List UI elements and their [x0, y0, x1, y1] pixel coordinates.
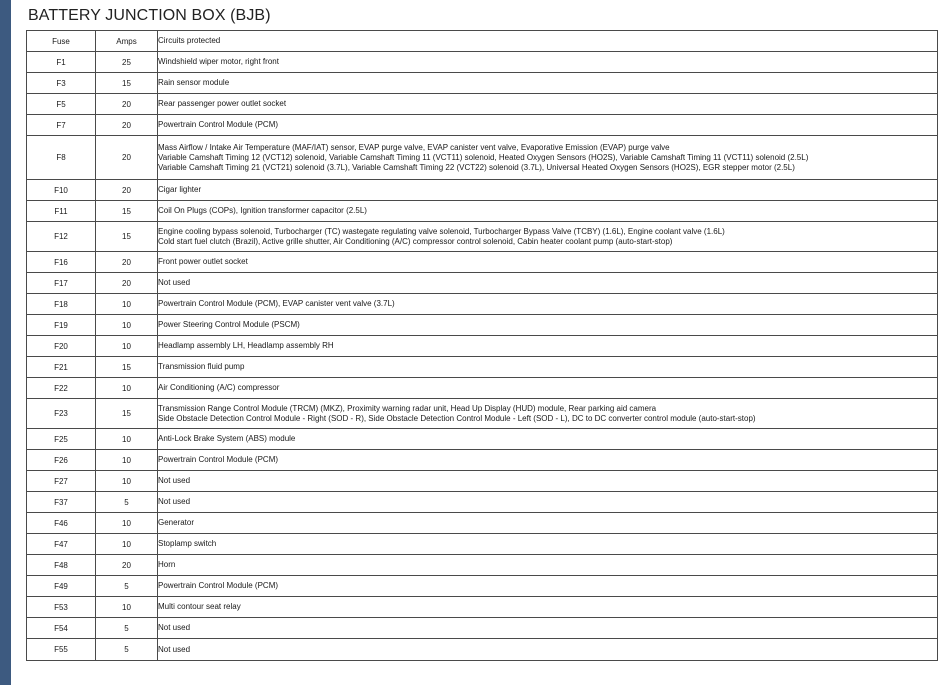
circuits-cell [158, 597, 938, 618]
amps-cell: 10 [96, 597, 158, 618]
amps-cell: 5 [96, 618, 158, 639]
table-row [27, 555, 938, 576]
circuits-cell [158, 357, 938, 378]
circuits-cell [158, 294, 938, 315]
fuse-cell: F19 [27, 315, 96, 336]
circuit-line: Not used [158, 644, 191, 654]
amps-cell: 10 [96, 294, 158, 315]
circuit-line: Transmission fluid pump [158, 362, 245, 371]
table-row [27, 471, 938, 492]
circuit-line: Cigar lighter [158, 185, 202, 194]
amps-cell: 15 [96, 399, 158, 429]
circuits-cell [158, 534, 938, 555]
fuse-cell: F11 [27, 201, 96, 222]
fuse-cell: F1 [27, 52, 96, 73]
header-fuse: Fuse [27, 31, 96, 52]
table-row [27, 52, 938, 73]
fuse-cell: F22 [27, 378, 96, 399]
amps-cell: 10 [96, 315, 158, 336]
amps-cell: 20 [96, 180, 158, 201]
circuit-line: Powertrain Control Module (PCM) [158, 455, 279, 464]
table-row [27, 513, 938, 534]
fuse-cell: F27 [27, 471, 96, 492]
circuits-cell [158, 52, 938, 73]
fuse-cell: F26 [27, 450, 96, 471]
circuits-cell [158, 399, 938, 429]
circuit-line: Coil On Plugs (COPs), Ignition transformer capacitor (2.5L) [158, 206, 367, 215]
circuit-line: Not used [158, 497, 191, 506]
circuits-cell [158, 513, 938, 534]
circuit-line: Powertrain Control Module (PCM) [158, 120, 279, 129]
circuit-line: Horn [158, 560, 176, 569]
fuse-cell: F7 [27, 115, 96, 136]
amps-cell: 10 [96, 534, 158, 555]
table-row [27, 115, 938, 136]
circuits-cell [158, 201, 938, 222]
table-row [27, 534, 938, 555]
fuse-cell: F48 [27, 555, 96, 576]
circuit-line: Powertrain Control Module (PCM), EVAP canister vent valve (3.7L) [158, 299, 395, 308]
amps-cell: 10 [96, 471, 158, 492]
fuse-cell: F46 [27, 513, 96, 534]
fuse-cell: F54 [27, 618, 96, 639]
amps-cell: 20 [96, 136, 158, 180]
table-row [27, 136, 938, 180]
circuits-cell [158, 315, 938, 336]
circuits-cell [158, 180, 938, 201]
table-row [27, 73, 938, 94]
circuit-line: Rear passenger power outlet socket [158, 99, 287, 108]
table-row [27, 399, 938, 429]
circuit-line: Transmission Range Control Module (TRCM) (MKZ), Proximity warning radar unit, Head Up Display (HUD) module, Rear parking aid camera [158, 403, 657, 413]
circuit-line: Anti-Lock Brake System (ABS) module [158, 434, 296, 443]
circuit-line: Not used [158, 476, 191, 485]
circuits-cell [158, 618, 938, 639]
amps-cell: 10 [96, 513, 158, 534]
fuse-cell: F8 [27, 136, 96, 180]
table-row [27, 201, 938, 222]
circuit-line: Cold start fuel clutch (Brazil), Active grille shutter, Air Conditioning (A/C) compressor control solenoid, Cabin heater coolant pump (auto-start-stop) [158, 236, 673, 246]
amps-cell: 20 [96, 252, 158, 273]
circuits-cell [158, 136, 938, 180]
fuse-cell: F10 [27, 180, 96, 201]
amps-cell: 10 [96, 429, 158, 450]
table-row [27, 222, 938, 252]
table-row [27, 357, 938, 378]
circuits-cell [158, 378, 938, 399]
amps-cell: 15 [96, 201, 158, 222]
fuse-cell: F53 [27, 597, 96, 618]
amps-cell: 20 [96, 273, 158, 294]
circuits-cell [158, 115, 938, 136]
page-title: BATTERY JUNCTION BOX (BJB) [28, 7, 271, 24]
table-row [27, 576, 938, 597]
amps-cell: 10 [96, 336, 158, 357]
circuit-line: Power Steering Control Module (PSCM) [158, 320, 300, 329]
circuits-cell [158, 336, 938, 357]
fuse-cell: F21 [27, 357, 96, 378]
table-row [27, 429, 938, 450]
circuits-cell [158, 576, 938, 597]
amps-cell: 20 [96, 555, 158, 576]
circuit-line: Not used [158, 278, 191, 287]
table-row [27, 273, 938, 294]
fuse-cell: F47 [27, 534, 96, 555]
table-row [27, 639, 938, 661]
circuit-line: Windshield wiper motor, right front [158, 57, 279, 66]
fuse-cell: F25 [27, 429, 96, 450]
fuse-cell: F16 [27, 252, 96, 273]
circuits-cell [158, 252, 938, 273]
amps-cell: 15 [96, 222, 158, 252]
amps-cell: 20 [96, 94, 158, 115]
amps-cell: 15 [96, 357, 158, 378]
amps-cell: 20 [96, 115, 158, 136]
table-row [27, 492, 938, 513]
fuse-cell: F18 [27, 294, 96, 315]
fuse-cell: F55 [27, 639, 96, 661]
fuse-cell: F23 [27, 399, 96, 429]
amps-cell: 25 [96, 52, 158, 73]
amps-cell: 5 [96, 576, 158, 597]
header-amps: Amps [96, 31, 158, 52]
circuit-line: Generator [158, 518, 195, 527]
amps-cell: 5 [96, 492, 158, 513]
circuits-cell [158, 450, 938, 471]
circuits-cell [158, 94, 938, 115]
circuit-line: Variable Camshaft Timing 12 (VCT12) solenoid, Variable Camshaft Timing 11 (VCT11) solenoid, Heated Oxygen Sensors (HO2S), Variable Camshaft Timing 11 (VCT11) solenoid (2.5L) [158, 152, 809, 162]
table-row [27, 618, 938, 639]
fuse-cell: F49 [27, 576, 96, 597]
circuit-line: Powertrain Control Module (PCM) [158, 581, 279, 590]
fuse-cell: F17 [27, 273, 96, 294]
left-scroll-edge [0, 0, 11, 685]
circuit-line: Headlamp assembly LH, Headlamp assembly RH [158, 341, 334, 350]
fuse-table [26, 30, 938, 661]
header-circuits: Circuits protected [158, 31, 938, 52]
circuits-cell [158, 639, 938, 661]
amps-cell: 10 [96, 378, 158, 399]
circuits-cell [158, 273, 938, 294]
table-row [27, 315, 938, 336]
table-row [27, 378, 938, 399]
amps-cell: 5 [96, 639, 158, 661]
fuse-cell: F3 [27, 73, 96, 94]
circuit-line: Air Conditioning (A/C) compressor [158, 383, 280, 392]
table-row [27, 294, 938, 315]
fuse-table-body [27, 52, 938, 661]
fuse-cell: F12 [27, 222, 96, 252]
circuit-line: Engine cooling bypass solenoid, Turbocharger (TC) wastegate regulating valve solenoid, Turbocharger Bypass Valve (TCBY) (1.6L), Engine coolant valve (1.6L) [158, 226, 725, 236]
table-row [27, 597, 938, 618]
circuit-line: Side Obstacle Detection Control Module - Right (SOD - R), Side Obstacle Detection Control Module - Left (SOD - L), DC to DC converter control module (auto-start-stop) [158, 413, 756, 423]
circuits-cell [158, 222, 938, 252]
table-row [27, 252, 938, 273]
circuits-cell [158, 492, 938, 513]
amps-cell: 10 [96, 450, 158, 471]
circuits-cell [158, 429, 938, 450]
amps-cell: 15 [96, 73, 158, 94]
fuse-cell: F20 [27, 336, 96, 357]
circuit-line: Mass Airflow / Intake Air Temperature (MAF/IAT) sensor, EVAP purge valve, EVAP canister vent valve, Evaporative Emission (EVAP) purge valve [158, 142, 670, 152]
fuse-cell: F37 [27, 492, 96, 513]
table-header-row [27, 31, 938, 52]
table-row [27, 94, 938, 115]
circuit-line: Multi contour seat relay [158, 602, 241, 611]
circuits-cell [158, 471, 938, 492]
table-row [27, 180, 938, 201]
circuit-line: Variable Camshaft Timing 21 (VCT21) solenoid (3.7L), Variable Camshaft Timing 22 (VCT22) solenoid (3.7L), Universal Heated Oxygen Sensors (HO2S), EGR stepper motor (2.5L) [158, 162, 795, 172]
circuit-line: Front power outlet socket [158, 257, 248, 266]
table-row [27, 336, 938, 357]
circuit-line: Rain sensor module [158, 78, 230, 87]
table-row [27, 450, 938, 471]
circuit-line: Not used [158, 623, 191, 632]
circuit-line: Stoplamp switch [158, 539, 217, 548]
circuits-cell [158, 555, 938, 576]
fuse-cell: F5 [27, 94, 96, 115]
circuits-cell [158, 73, 938, 94]
